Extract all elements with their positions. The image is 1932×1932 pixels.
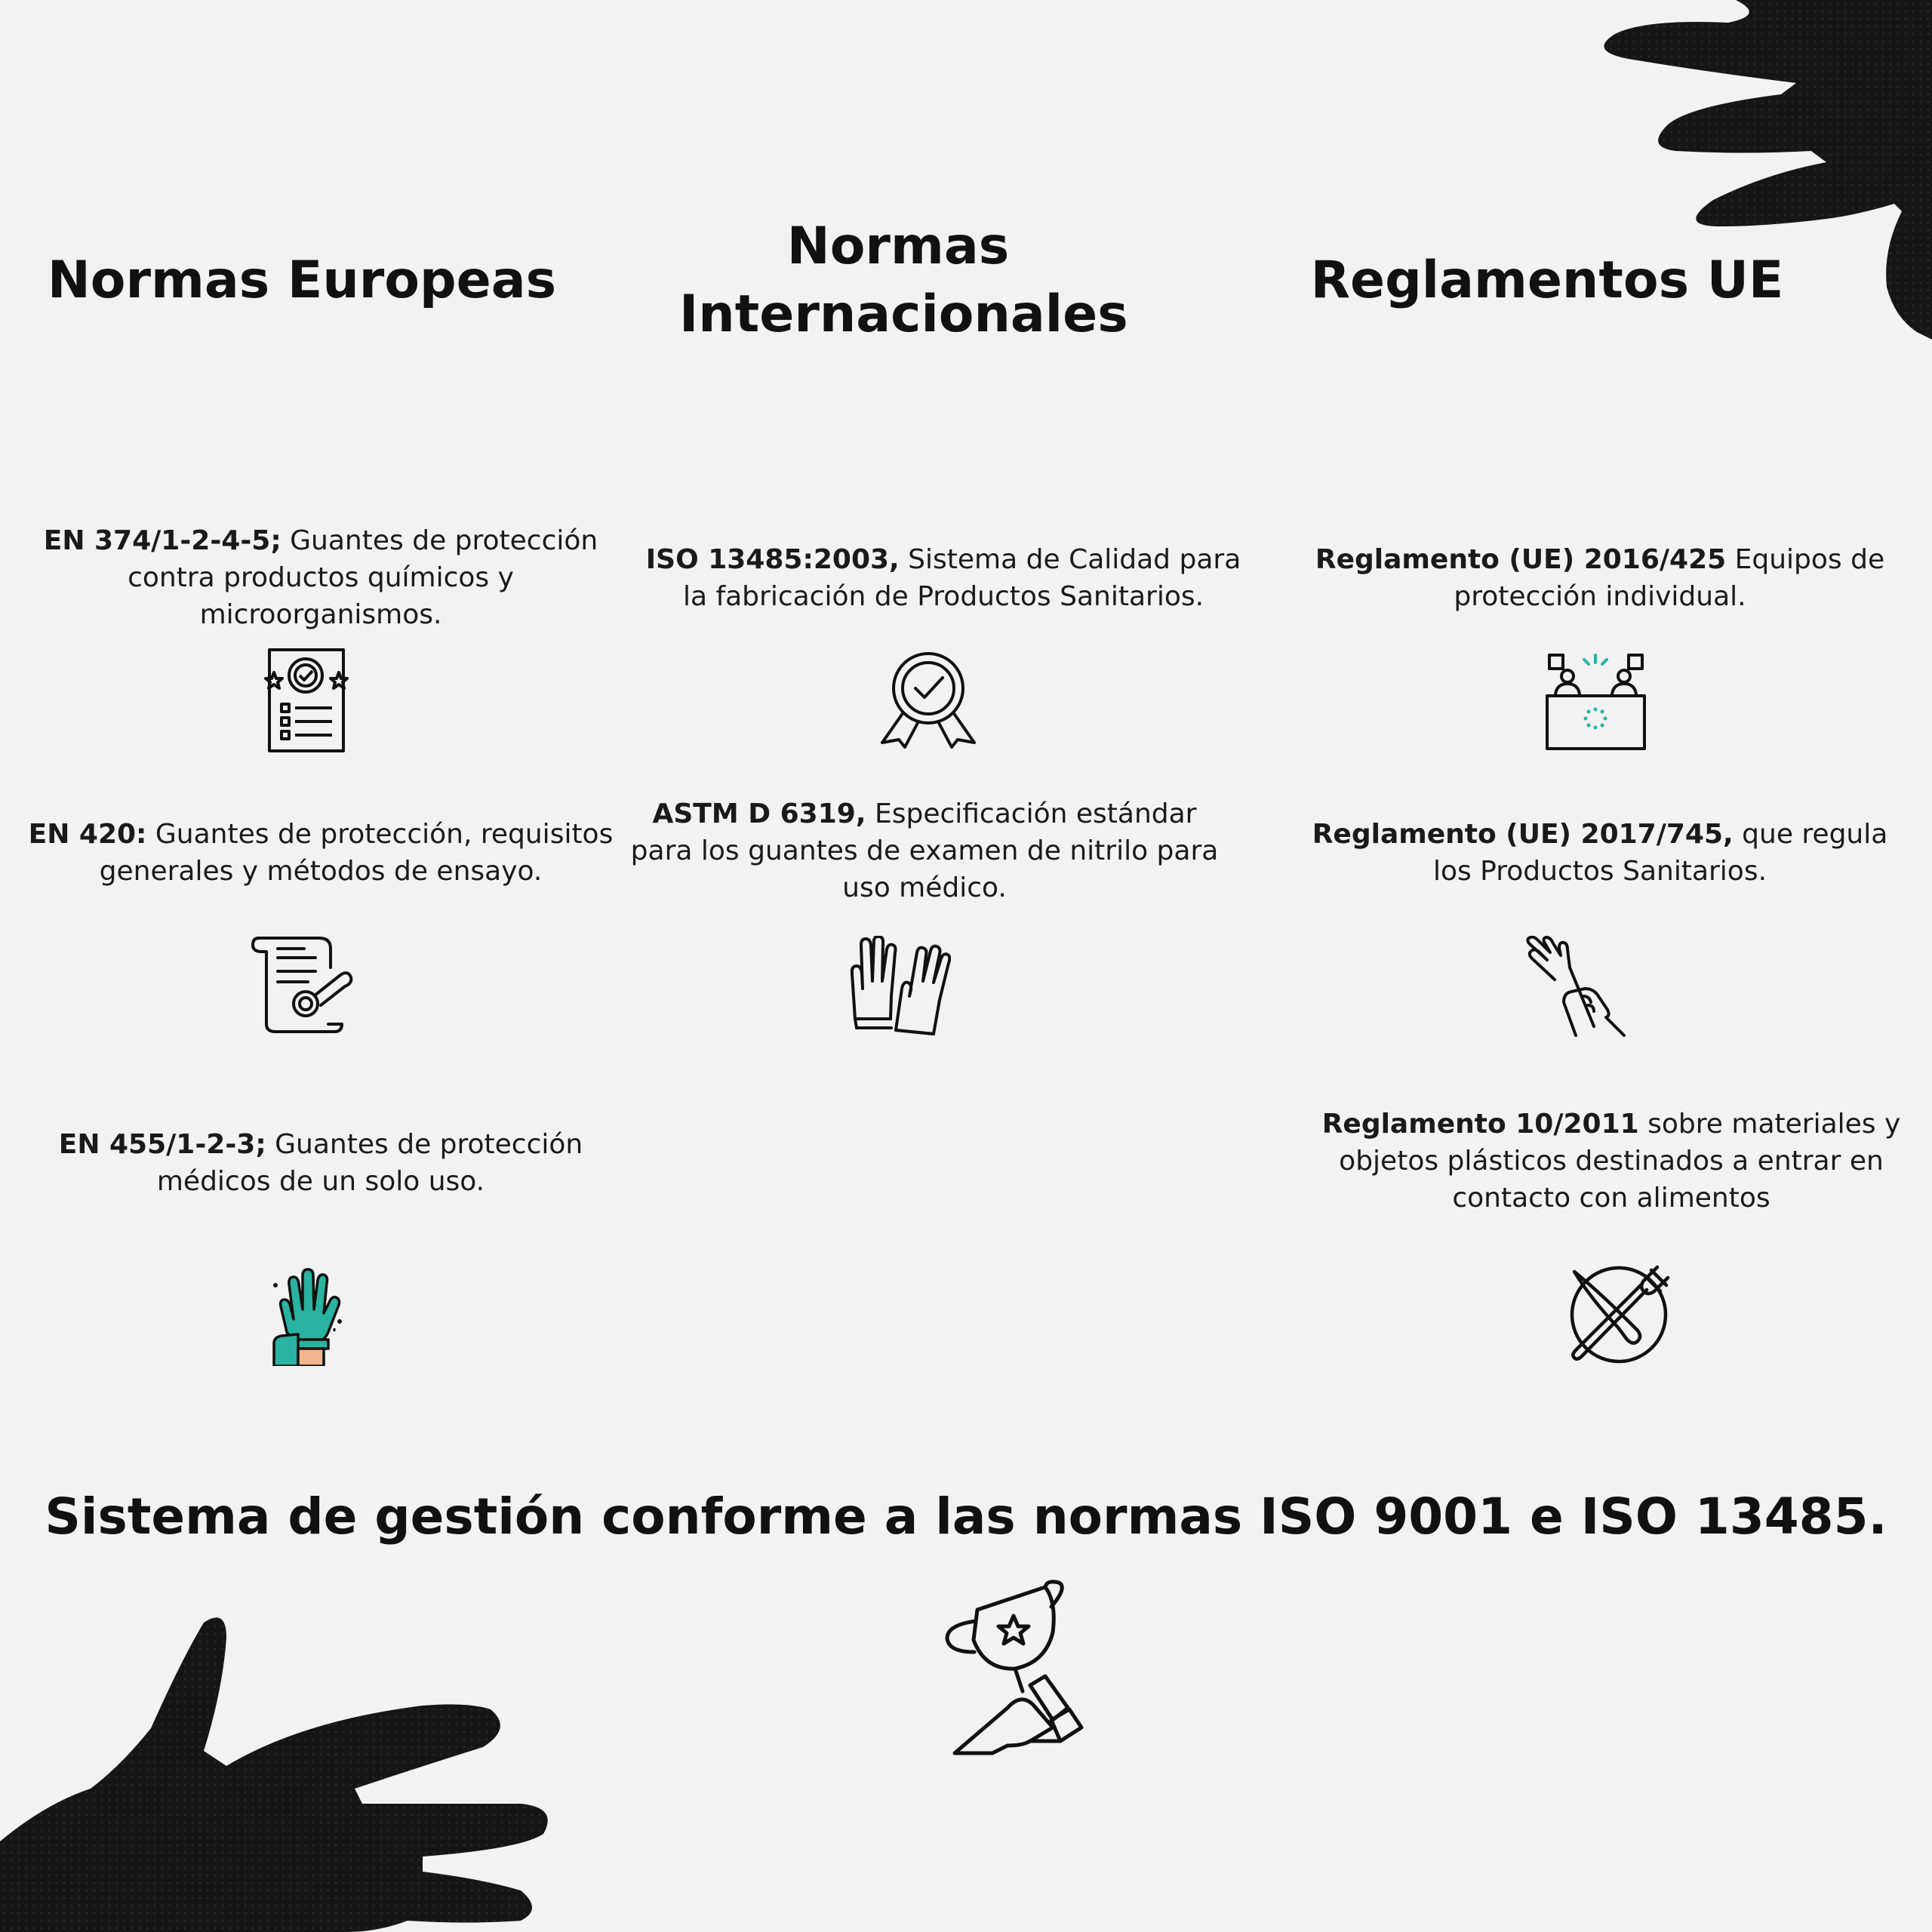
item-code: EN 374/1-2-4-5; bbox=[43, 525, 281, 556]
item-code: ISO 13485:2003, bbox=[645, 544, 900, 575]
no-food-contact-icon bbox=[1568, 1264, 1670, 1366]
item-reglamento-2017-745 bbox=[1298, 816, 1902, 890]
award-badge-icon bbox=[879, 651, 977, 749]
medical-glove-icon bbox=[268, 1268, 347, 1366]
item-reglamento-2016-425 bbox=[1298, 541, 1902, 615]
item-iso13485 bbox=[645, 541, 1241, 615]
item-code: Reglamento (UE) 2016/425 bbox=[1315, 544, 1727, 575]
heading-reglamentos-ue: Reglamentos UE bbox=[1310, 251, 1784, 310]
helping-hands-icon bbox=[1524, 936, 1626, 1038]
gloves-pair-icon bbox=[849, 936, 951, 1038]
certificate-checklist-icon bbox=[260, 645, 355, 755]
item-description: sobre materiales y objetos plásticos destinados a entrar en contacto con alimentos bbox=[1339, 1109, 1901, 1214]
item-description: Guantes de protección, requisitos generales y métodos de ensayo. bbox=[99, 819, 614, 887]
item-astm bbox=[626, 795, 1223, 906]
diploma-scroll-icon bbox=[251, 934, 357, 1035]
trophy-hand-icon bbox=[940, 1580, 1106, 1757]
item-description: que regula los Productos Sanitarios. bbox=[1432, 819, 1888, 887]
item-description: Guantes de protección contra productos químicos y microorganismos. bbox=[128, 525, 598, 630]
item-code: Reglamento (UE) 2017/745, bbox=[1312, 819, 1734, 850]
item-description: Especificación estándar para los guantes de examen de nitrilo para uso médico. bbox=[630, 798, 1219, 903]
item-code: Reglamento 10/2011 bbox=[1321, 1109, 1639, 1140]
item-description: Equipos de protección individual. bbox=[1454, 544, 1885, 612]
item-code: ASTM D 6319, bbox=[652, 798, 866, 829]
item-en455 bbox=[45, 1126, 596, 1200]
item-code: EN 420: bbox=[28, 819, 147, 850]
item-description: Guantes de protección médicos de un solo uso. bbox=[156, 1129, 583, 1197]
footer-title: Sistema de gestión conforme a las normas ISO 9001 e ISO 13485. bbox=[45, 1487, 1887, 1546]
item-en374 bbox=[30, 522, 611, 633]
item-code: EN 455/1-2-3; bbox=[58, 1129, 266, 1160]
item-description: Sistema de Calidad para la fabricación de Productos Sanitarios. bbox=[682, 544, 1241, 612]
heading-normas-europeas: Normas Europeas bbox=[47, 251, 557, 310]
eu-parliament-icon bbox=[1545, 651, 1647, 752]
item-reglamento-10-2011 bbox=[1317, 1106, 1906, 1217]
heading-normas-internacionales: Normas Internacionales bbox=[679, 217, 1128, 344]
black-glove-bottom-left-icon bbox=[0, 1615, 558, 1932]
item-en420 bbox=[23, 816, 619, 890]
